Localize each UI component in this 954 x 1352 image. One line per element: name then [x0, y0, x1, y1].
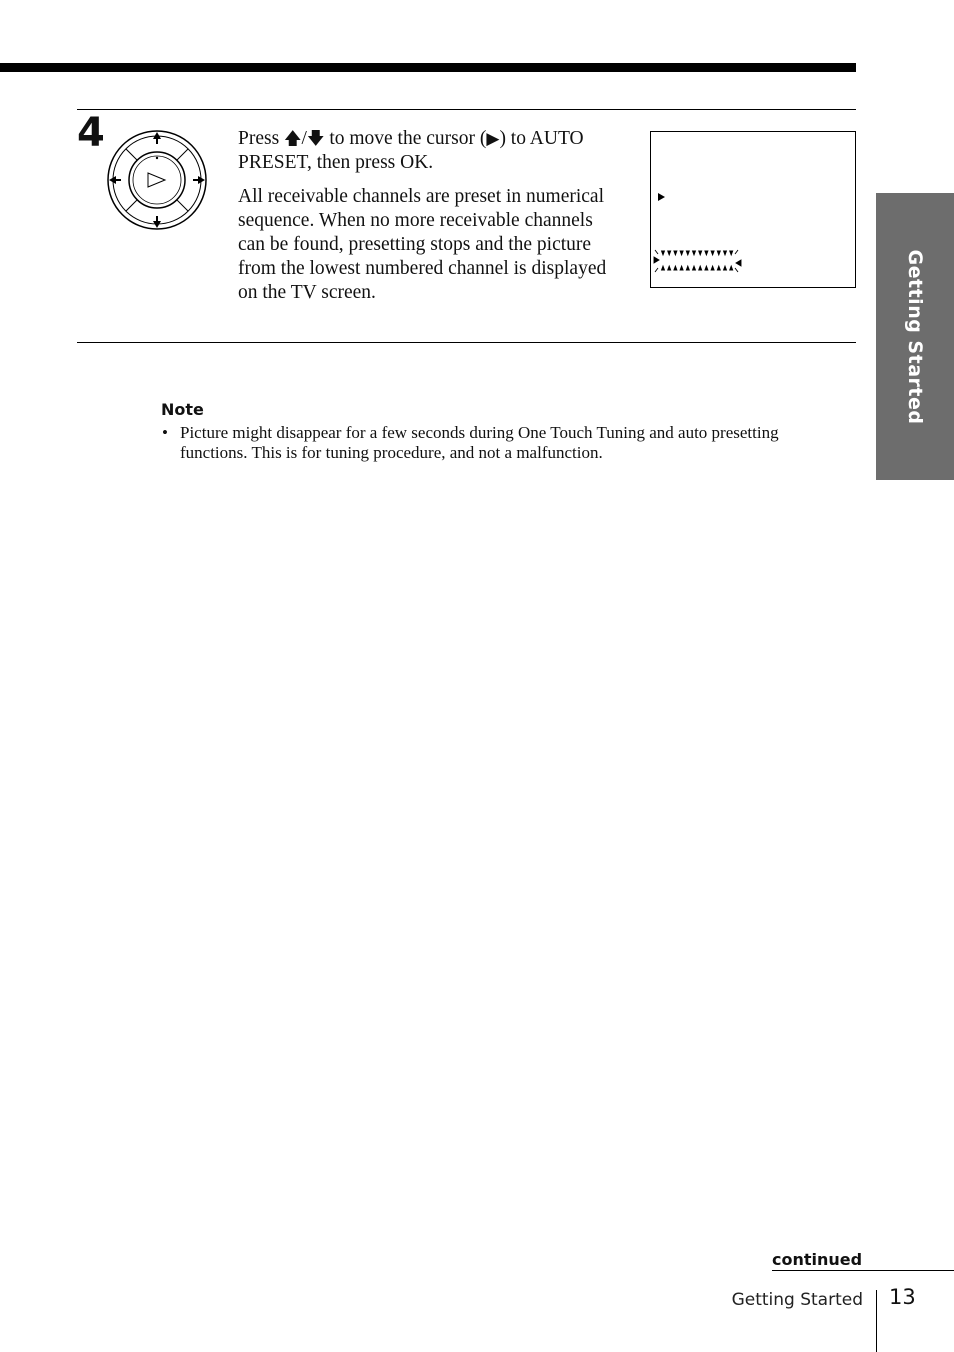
page-number: 13: [889, 1285, 916, 1309]
footer-divider: [876, 1290, 877, 1352]
footer-section-title: Getting Started: [731, 1290, 863, 1310]
bullet: •: [162, 423, 168, 442]
step-description: All receivable channels are preset in numerical sequence. When no more receivable channels can be found, presetting stops and the picture from the lowest numbered channel is displayed on the TV screen.: [238, 186, 607, 303]
remote-arrow-dial-icon: [105, 128, 209, 232]
note-section: [161, 400, 821, 463]
top-rule: [0, 63, 856, 72]
step-number: 4: [77, 110, 105, 156]
cursor-icon: ▶: [486, 129, 500, 149]
step-rule-top: [77, 109, 856, 110]
continued-label: continued: [772, 1250, 954, 1271]
section-tab: [876, 193, 954, 480]
step-instructions: [238, 127, 623, 315]
note-item: [161, 423, 821, 463]
section-tab-label: Getting Started: [904, 249, 926, 424]
tv-screen-illustration: [650, 131, 856, 288]
note-text: Picture might disappear for a few seconds during One Touch Tuning and auto presetting functions. This is for tuning procedure, and not a malfunction.: [180, 423, 779, 462]
up-arrow-icon: 🡅: [284, 129, 302, 149]
note-heading: Note: [161, 400, 204, 419]
down-arrow-icon: 🡇: [306, 129, 325, 149]
step-instruction-line: Press 🡅/🡇 to move the cursor (▶) to AUTO PRESET, then press OK.: [238, 128, 584, 173]
step-rule-bottom: [77, 342, 856, 343]
menu-cursor-icon: [658, 193, 665, 201]
flashing-indicator-icon: [654, 250, 741, 272]
